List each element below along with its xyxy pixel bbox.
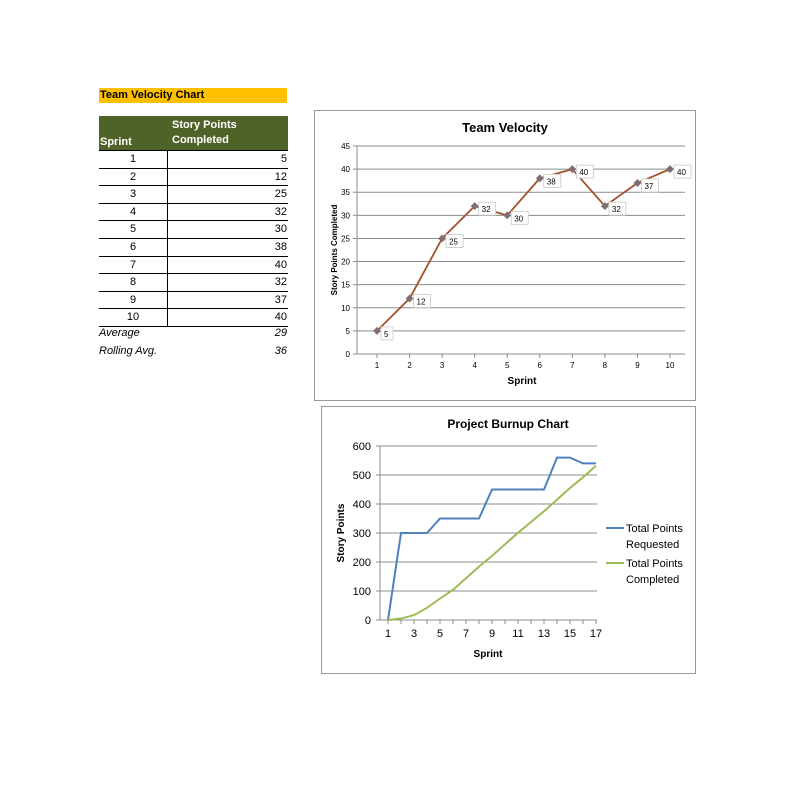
table-row	[99, 221, 288, 239]
x-tick-label: 10	[665, 361, 675, 370]
y-tick-label: 20	[341, 257, 350, 267]
table-row	[99, 309, 288, 327]
data-label: 32	[611, 205, 621, 215]
x-tick-label: 5	[504, 361, 510, 370]
x-tick-label: 2	[407, 361, 412, 370]
table-row	[99, 239, 288, 257]
points-cell[interactable]: 37	[274, 293, 287, 306]
x-tick-label: 17	[589, 628, 603, 640]
table-row	[99, 292, 288, 310]
x-tick-label: 15	[563, 628, 577, 640]
points-cell[interactable]: 12	[274, 170, 287, 183]
y-tick-label: 10	[341, 303, 350, 313]
data-label: 38	[546, 177, 556, 187]
sprint-cell[interactable]: 9	[99, 292, 168, 309]
y-tick-label: 30	[341, 211, 350, 221]
header-story-points[interactable]: Story Points Completed	[172, 119, 237, 146]
x-axis-label: Sprint	[507, 376, 537, 387]
legend-completed-label-cont: Completed	[626, 574, 680, 586]
y-tick-label: 100	[352, 586, 371, 598]
rolling-average-row	[99, 345, 287, 357]
header-sprint[interactable]: Sprint	[100, 136, 132, 148]
table-row	[99, 151, 288, 169]
points-cell[interactable]: 38	[274, 240, 287, 253]
x-tick-label: 9	[488, 628, 496, 640]
points-cell[interactable]: 32	[274, 276, 287, 289]
rolling-average-label[interactable]: Rolling Avg.	[99, 345, 158, 357]
data-label: 25	[449, 237, 459, 247]
x-tick-label: 11	[512, 628, 524, 640]
y-tick-label: 300	[352, 528, 371, 540]
y-axis-label: Story Points	[336, 503, 347, 563]
legend-requested-label-cont: Requested	[626, 539, 680, 551]
sprint-cell[interactable]: 6	[99, 239, 168, 256]
data-label: 30	[514, 214, 524, 224]
y-tick-label: 15	[341, 280, 350, 290]
velocity-point	[666, 165, 674, 173]
data-label: 32	[481, 205, 491, 215]
velocity-table-header	[99, 116, 288, 151]
chart-title: Team Velocity	[462, 120, 548, 135]
y-tick-label: 600	[352, 441, 371, 453]
x-tick-label: 6	[537, 361, 543, 370]
y-tick-label: 200	[352, 557, 371, 569]
project-burnup-chart-svg	[322, 407, 695, 673]
x-tick-label: 7	[570, 361, 575, 370]
x-axis-label: Sprint	[473, 649, 503, 660]
y-tick-label: 40	[341, 165, 350, 175]
x-tick-label: 13	[537, 628, 551, 640]
points-cell[interactable]: 30	[274, 223, 287, 236]
sprint-cell[interactable]: 5	[99, 221, 168, 238]
data-label: 5	[384, 329, 389, 339]
y-tick-label: 45	[341, 142, 350, 151]
average-label[interactable]: Average	[99, 327, 140, 339]
points-cell[interactable]: 40	[274, 311, 287, 324]
rolling-average-value[interactable]: 36	[274, 345, 287, 357]
project-burnup-chart[interactable]	[321, 406, 696, 674]
y-tick-label: 5	[345, 326, 350, 336]
requested-series-line	[388, 458, 596, 620]
velocity-table-body	[99, 151, 288, 327]
sprint-cell[interactable]: 4	[99, 204, 168, 221]
x-tick-label: 1	[374, 361, 380, 370]
y-tick-label: 400	[352, 499, 371, 511]
data-label: 40	[579, 168, 589, 178]
sprint-cell[interactable]: 8	[99, 274, 168, 291]
sheet-title-banner[interactable]: Team Velocity Chart	[99, 88, 287, 103]
legend-requested-label: Total Points	[626, 523, 683, 535]
table-row	[99, 204, 288, 222]
x-tick-label: 4	[472, 361, 477, 370]
data-label: 37	[644, 181, 654, 191]
table-row	[99, 274, 288, 292]
sprint-cell[interactable]: 3	[99, 186, 168, 203]
sprint-cell[interactable]: 10	[99, 309, 168, 326]
y-tick-label: 25	[341, 234, 350, 244]
points-cell[interactable]: 40	[274, 258, 287, 271]
x-tick-label: 3	[410, 628, 418, 640]
velocity-table	[99, 116, 288, 327]
average-row	[99, 327, 287, 339]
legend-completed-label: Total Points	[626, 558, 683, 570]
y-axis-label: Story Points Completed	[330, 204, 339, 296]
x-tick-label: 1	[384, 628, 392, 640]
table-row	[99, 257, 288, 275]
points-cell[interactable]: 5	[280, 153, 287, 165]
y-tick-label: 0	[345, 350, 350, 359]
y-tick-label: 0	[364, 615, 371, 627]
team-velocity-chart[interactable]	[314, 110, 696, 401]
data-label: 40	[677, 168, 686, 178]
y-tick-label: 35	[341, 188, 350, 198]
x-tick-label: 9	[635, 361, 640, 370]
sprint-cell[interactable]: 2	[99, 169, 168, 186]
data-label: 12	[416, 297, 426, 307]
team-velocity-chart-svg	[315, 111, 695, 400]
x-tick-label: 7	[462, 628, 470, 640]
y-tick-label: 500	[352, 470, 371, 482]
x-tick-label: 5	[436, 628, 444, 640]
x-tick-label: 8	[602, 361, 608, 370]
points-cell[interactable]: 25	[274, 188, 287, 201]
x-tick-label: 3	[439, 361, 445, 370]
sprint-cell[interactable]: 7	[99, 257, 168, 274]
table-row	[99, 169, 288, 187]
points-cell[interactable]: 32	[274, 205, 287, 218]
sprint-cell[interactable]: 1	[99, 151, 168, 168]
chart-title: Project Burnup Chart	[447, 417, 569, 431]
table-row	[99, 186, 288, 204]
average-value[interactable]: 29	[274, 327, 287, 339]
